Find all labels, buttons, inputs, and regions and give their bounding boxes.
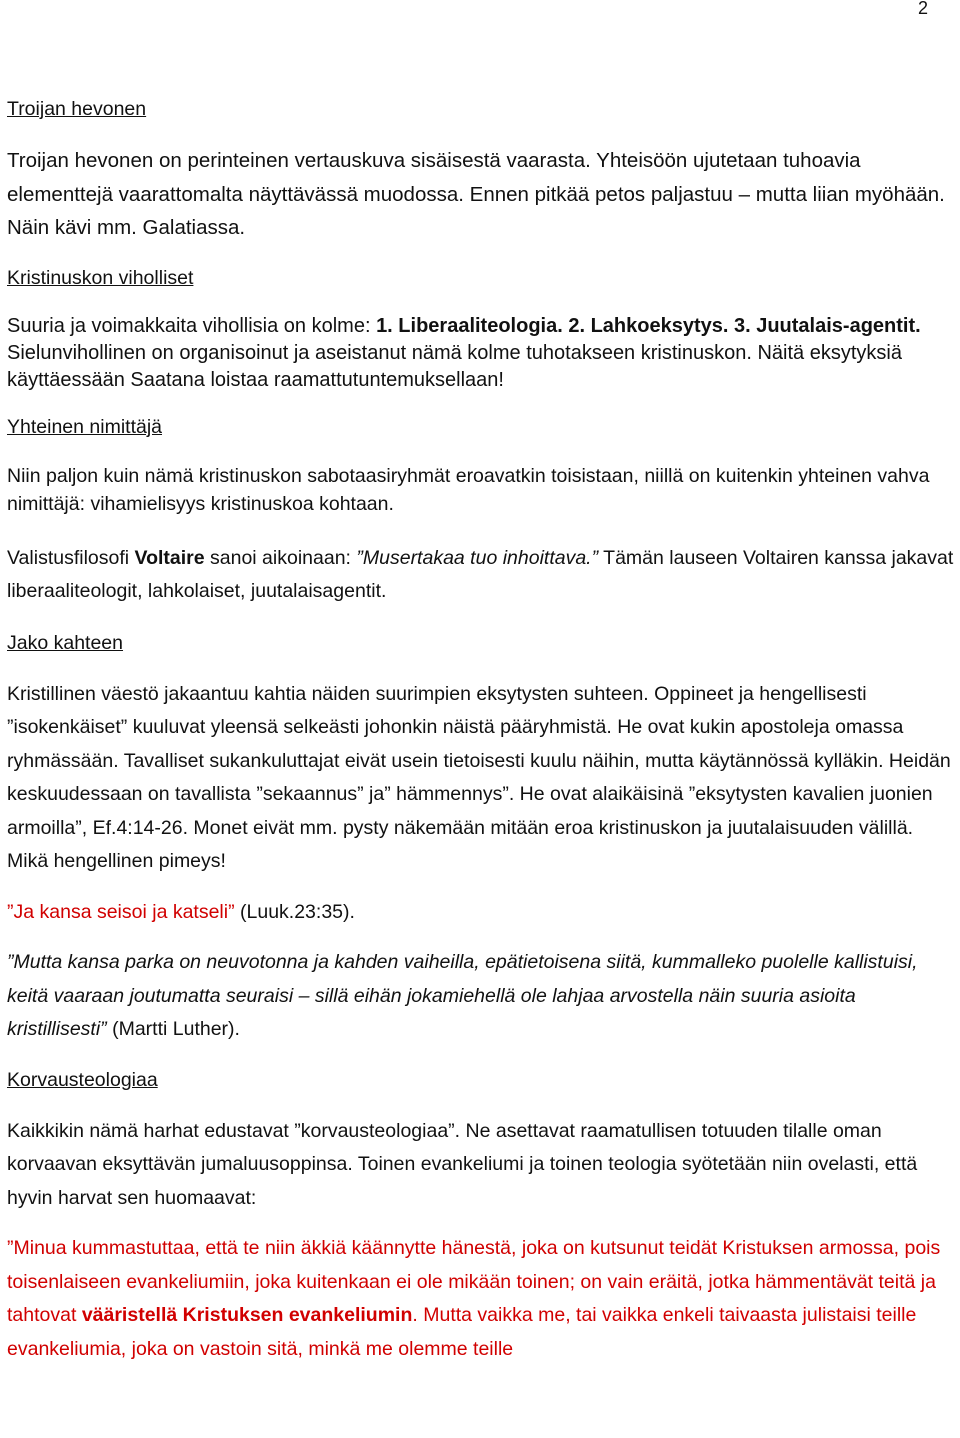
luukas-quote-ref: (Luuk.23:35). <box>234 900 355 923</box>
paragraph-galatalaiskirje-quote <box>7 1232 955 1366</box>
enemies-intro: Suuria ja voimakkaita vihollisia on kolme: <box>7 314 377 337</box>
paragraph-jako-kahteen: Kristillinen väestö jakaantuu kahtia näiden suurimpien eksytysten suhteen. Oppineet ja hengellisesti ”isokenkäiset” kuuluvat yleensä selkeästi johonkin näistä pääryhmistä. He ovat kukin apostoleja omassa ryhmässään. Tavalliset sukankuluttajat eivät usein tietoisesti kuulu näihin, mutta käytännössä kylläkin. Heidän keskuudessaan on tavallista ”sekaannus” ja” hämmennys”. He ovat alaikäisinä ”eksytysten kavalien juonien armoilla”, Ef.4:14-26. Monet eivät mm. pysty näkemään mitään eroa kristinuskon ja juutalaisuuden välillä. Mikä hengellinen pimeys! <box>7 682 951 872</box>
heading-jako-kahteen: Jako kahteen <box>7 631 124 654</box>
heading-kristinuskon-viholliset: Kristinuskon viholliset <box>7 266 194 289</box>
paragraph-yhteinen-nimittaja: Niin paljon kuin nämä kristinuskon sabotaasiryhmät eroavatkin toisistaan, niillä on kuitenkin yhteinen vahva nimittäjä: vihamielisyys kristinuskoa kohtaan. <box>7 464 930 515</box>
paragraph-troijan-hevonen: Troijan hevonen on perinteinen vertauskuva sisäisestä vaarasta. Yhteisöön ujutetaan tuhoavia elementtejä vaarattomalta näyttävässä muodossa. Ennen pitkää petos paljastuu – mutta liian myöhään. Näin kävi mm. Galatiassa. <box>7 149 945 239</box>
page-number: 2 <box>917 0 928 18</box>
paragraph-luukas-quote <box>7 896 955 930</box>
luukas-quote-text: ”Ja kansa seisoi ja katseli” <box>7 900 235 923</box>
enemies-rest: Sielunvihollinen on organisoinut ja aseistanut nämä kolme tuhotakseen kristinuskon. Näitä eksytyksiä käyttäessään Saatana loistaa raamattutuntemuksellaan! <box>7 341 902 391</box>
galatians-quote-bold: vääristellä Kristuksen evankeliumin <box>81 1304 413 1326</box>
voltaire-rest: Tämän lauseen Voltairen kanssa jakavat liberaaliteologit, lahkolaiset, juutalaisagentit. <box>7 546 954 602</box>
enemies-list: 1. Liberaaliteologia. 2. Lahkoeksytys. 3. Juutalais-agentit. <box>376 314 921 337</box>
heading-korvausteologiaa: Korvausteologiaa <box>7 1068 158 1091</box>
voltaire-said: sanoi aikoinaan: <box>204 546 357 569</box>
luther-quote-text: ”Mutta kansa parka on neuvotonna ja kahden vaiheilla, epätietoisena siitä, kummalleko puolelle kallistuisi, keitä vaaraan joutumatta seuraisi – sillä eihän jokamiehellä ole lahjaa arvostella näin suuria asioita kristillisesti” <box>7 951 918 1040</box>
heading-yhteinen-nimittaja: Yhteinen nimittäjä <box>7 415 163 438</box>
document-body <box>7 93 955 1366</box>
voltaire-quote: ”Musertakaa tuo inhoittava.” <box>356 546 599 569</box>
paragraph-voltaire <box>7 542 955 609</box>
galatians-quote-part2: . Mutta vaikka me, tai vaikka enkeli taivaasta julistaisi teille evankeliumia, joka on vastoin sitä, minkä me olemme teille <box>7 1304 917 1360</box>
galatians-quote-part1: ”Minua kummastuttaa, että te niin äkkiä käännytte hänestä, joka on kutsunut teidät Kristuksen armossa, pois toisenlaiseen evankeliumiin, joka kuitenkaan ei ole mikään toinen; on vain eräitä, jotka hämmentävät teitä ja tahtovat <box>7 1237 941 1326</box>
paragraph-kristinuskon-viholliset <box>7 313 955 394</box>
voltaire-intro: Valistusfilosofi <box>7 546 135 569</box>
luther-quote-ref: (Martti Luther). <box>106 1018 240 1040</box>
paragraph-korvausteologiaa: Kaikkikin nämä harhat edustavat ”korvausteologiaa”. Ne asettavat raamatullisen totuuden tilalle oman korvaavan eksyttävän jumaluusoppinsa. Toinen evankeliumi ja toinen teologia syötetään niin ovelasti, että hyvin harvat sen huomaavat: <box>7 1119 918 1209</box>
voltaire-name: Voltaire <box>134 546 205 569</box>
paragraph-luther-quote <box>7 946 955 1047</box>
heading-troijan-hevonen: Troijan hevonen <box>7 98 147 120</box>
